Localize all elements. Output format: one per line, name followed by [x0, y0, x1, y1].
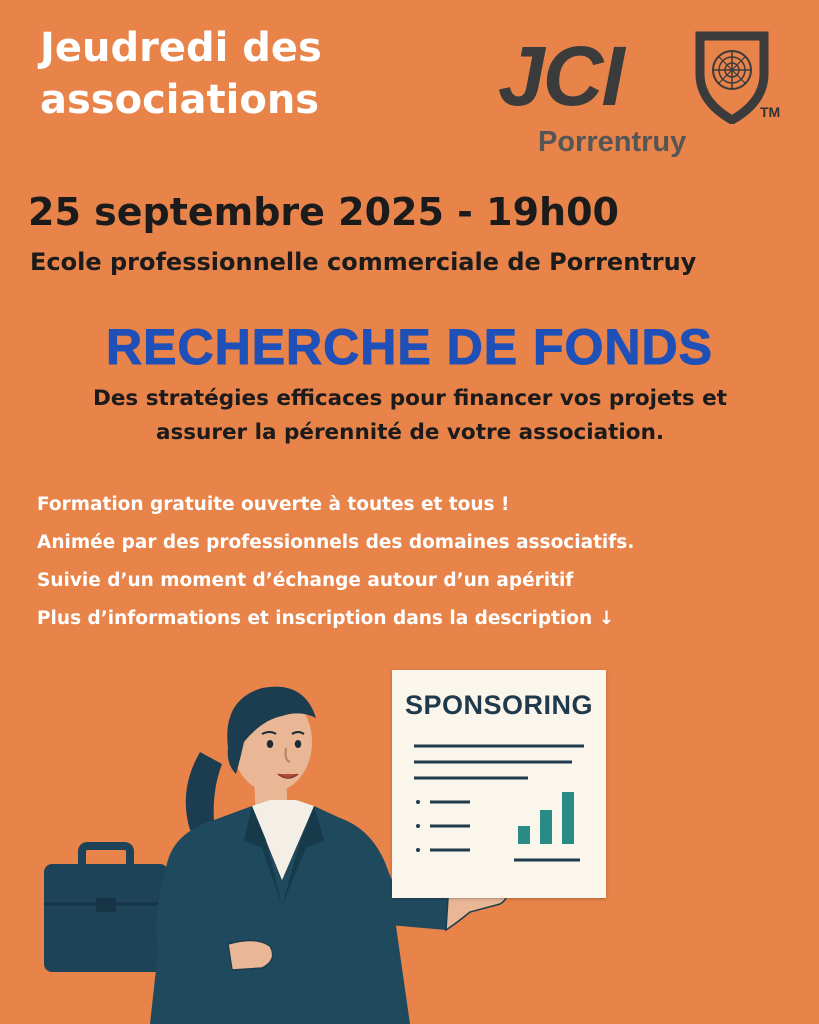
subtitle-line1: Des stratégies efficaces pour financer vos projets et — [92, 386, 728, 411]
logo-city: Porrentruy — [538, 126, 687, 158]
info-item: Formation gratuite ouverte à toutes et tous ! — [37, 494, 510, 515]
info-item: Plus d’informations et inscription dans la description ↓ — [37, 608, 615, 629]
event-date: 25 septembre 2025 - 19h00 — [28, 190, 619, 234]
logo-trademark: TM — [760, 104, 781, 120]
event-venue: Ecole professionnelle commerciale de Porrentruy — [30, 248, 697, 276]
info-item: Animée par des professionnels des domaines associatifs. — [37, 532, 635, 553]
headline: RECHERCHE DE FONDS — [106, 319, 713, 375]
subtitle-line2: assurer la pérennité de votre association. — [155, 420, 665, 445]
info-item: Suivie d’un moment d’échange autour d’un apéritif — [37, 570, 574, 591]
event-title-line1: Jeudredi des — [40, 25, 322, 71]
subtitle — [20, 382, 800, 450]
bar-chart-icon — [514, 792, 580, 860]
logo-brand: JCI — [498, 29, 623, 123]
bullet-lines-icon — [416, 800, 470, 852]
jci-logo — [498, 28, 798, 163]
shield-globe-icon — [694, 28, 770, 124]
event-title-line2: associations — [40, 77, 320, 123]
info-list — [37, 486, 807, 638]
event-title — [40, 22, 380, 126]
briefcase-icon — [44, 846, 168, 972]
document-title: SPONSORING — [404, 690, 594, 720]
document-content — [392, 670, 606, 898]
sponsoring-document — [392, 670, 606, 898]
